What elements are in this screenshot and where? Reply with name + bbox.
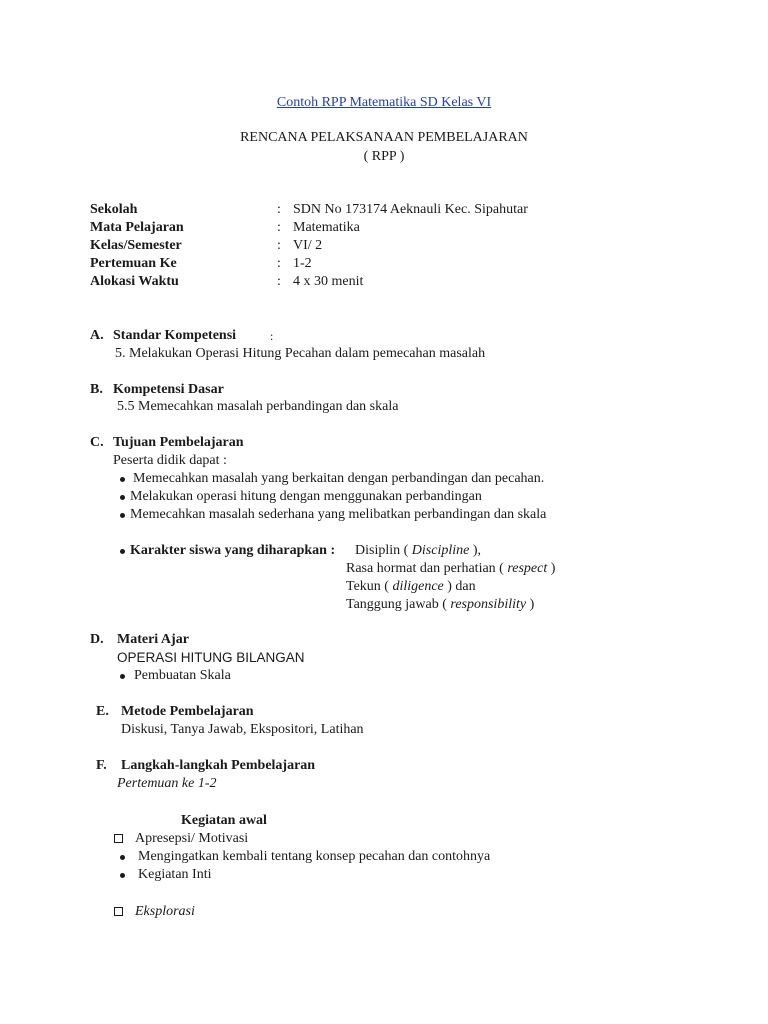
tujuan-item-3: Memecahkan masalah sederhana yang melibatkan perbandingan dan skala: [130, 507, 547, 522]
document-title-link[interactable]: Contoh RPP Matematika SD Kelas VI: [276, 95, 492, 110]
identity-colon: :: [277, 238, 281, 253]
identity-value-kelas: VI/ 2: [293, 238, 323, 253]
section-a-colon: :: [270, 329, 274, 343]
identity-value-mapel: Matematika: [293, 220, 360, 235]
section-b-title: Kompetensi Dasar: [113, 382, 224, 397]
identity-value-pertemuan: 1-2: [293, 256, 312, 271]
section-a-title: Standar Kompetensi: [113, 328, 237, 343]
bullet-icon: [120, 873, 125, 878]
eksplorasi-item: Eksplorasi: [135, 904, 195, 919]
main-heading-rpp: ( RPP ): [363, 149, 405, 164]
karakter-label: Karakter siswa yang diharapkan :: [130, 543, 336, 558]
identity-label-sekolah: Sekolah: [90, 202, 138, 217]
apresepsi-item: Apresepsi/ Motivasi: [135, 831, 249, 846]
bullet-icon: [120, 855, 125, 860]
section-b-item: 5.5 Memecahkan masalah perbandingan dan skala: [117, 399, 399, 414]
identity-colon: :: [277, 202, 281, 217]
bullet-icon: [120, 495, 125, 500]
section-d-bullet: Pembuatan Skala: [134, 668, 231, 683]
section-d-letter: D.: [90, 632, 104, 647]
identity-colon: :: [277, 220, 281, 235]
bullet-icon: [120, 674, 125, 679]
section-d-title: Materi Ajar: [117, 632, 189, 647]
identity-label-mapel: Mata Pelajaran: [90, 220, 184, 235]
karakter-line-3: Tekun ( diligence ) dan: [346, 579, 476, 594]
identity-value-sekolah: SDN No 173174 Aeknauli Kec. Sipahutar: [293, 202, 528, 217]
section-e-line: Diskusi, Tanya Jawab, Ekspositori, Latihan: [121, 722, 364, 737]
bullet-icon: [120, 513, 125, 518]
section-c-intro: Peserta didik dapat :: [113, 453, 227, 468]
identity-label-kelas: Kelas/Semester: [90, 238, 182, 253]
section-f-sub: Pertemuan ke 1-2: [117, 776, 217, 791]
tujuan-item-1: Memecahkan masalah yang berkaitan dengan perbandingan dan pecahan.: [133, 471, 545, 486]
tujuan-item-2: Melakukan operasi hitung dengan menggunakan perbandingan: [130, 489, 482, 504]
kegiatan-awal: Kegiatan awal: [181, 813, 267, 828]
section-b-letter: B.: [90, 382, 103, 397]
identity-colon: :: [277, 256, 281, 271]
checkbox-icon: [114, 907, 123, 916]
checkbox-icon: [114, 834, 123, 843]
section-f-letter: F.: [96, 758, 107, 773]
identity-label-pertemuan: Pertemuan Ke: [90, 256, 177, 271]
section-a-letter: A.: [90, 328, 104, 343]
section-d-line: OPERASI HITUNG BILANGAN: [117, 650, 305, 665]
identity-label-alokasi: Alokasi Waktu: [90, 274, 179, 289]
langkah-bullet-2: Kegiatan Inti: [138, 867, 212, 882]
section-f-title: Langkah-langkah Pembelajaran: [121, 758, 316, 773]
langkah-bullet-1: Mengingatkan kembali tentang konsep pecahan dan contohnya: [138, 849, 491, 864]
section-c-title: Tujuan Pembelajaran: [113, 435, 244, 450]
karakter-line-4: Tanggung jawab ( responsibility ): [346, 597, 535, 612]
section-c-letter: C.: [90, 435, 104, 450]
section-e-letter: E.: [96, 704, 109, 719]
identity-value-alokasi: 4 x 30 menit: [293, 274, 364, 289]
bullet-icon: [120, 549, 125, 554]
bullet-icon: [120, 477, 125, 482]
karakter-line-2: Rasa hormat dan perhatian ( respect ): [346, 561, 556, 576]
identity-colon: :: [277, 274, 281, 289]
main-heading: RENCANA PELAKSANAAN PEMBELAJARAN: [240, 130, 528, 145]
karakter-line-1: Disiplin ( Discipline ),: [355, 543, 481, 558]
section-a-item: 5. Melakukan Operasi Hitung Pecahan dalam pemecahan masalah: [115, 346, 486, 361]
section-e-title: Metode Pembelajaran: [121, 704, 254, 719]
